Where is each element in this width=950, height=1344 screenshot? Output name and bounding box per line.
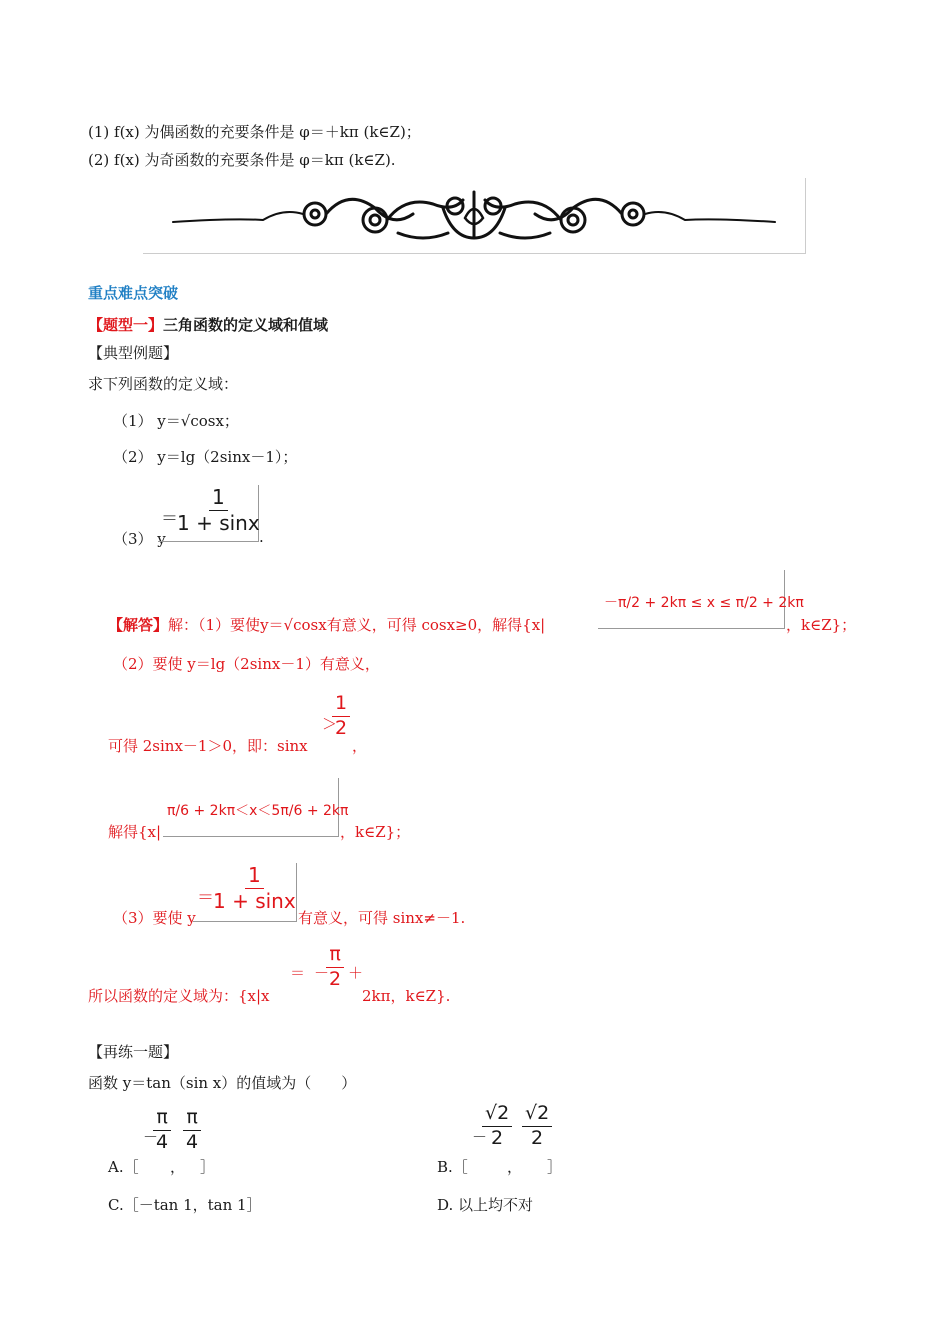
solution-p6-lead: 所以函数的定义域为：{x|x [88,987,270,1005]
intro-line-1: (1) f(x) 为偶函数的充要条件是 φ＝＋kπ (k∈Z)； [88,123,421,141]
option-a-minus: － [143,1128,159,1146]
option-a-close: ］ [200,1158,216,1176]
option-a-den-2: 4 [186,1130,199,1153]
option-b-comma: ， [507,1158,523,1176]
example-label: 【典型例题】 [88,344,179,362]
solution-p3-denominator: 2 [335,716,348,739]
item-2: （2） y＝lg（2sinx－1）； [113,448,298,466]
solution-p5-fraction [210,865,299,912]
option-b-fraction-1 [482,1104,512,1149]
item-3-period: . [259,528,264,546]
practice-question: 函数 y＝tan（sin x）的值域为（ ） [88,1074,357,1092]
type-title: 三角函数的定义域和值域 [163,316,329,334]
solution-p3-lead: 可得 2sinx－1＞0，即：sinx [108,737,308,755]
solution-p6-denominator: 2 [329,967,342,990]
ornament-divider [143,178,806,254]
practice-label: 【再练一题】 [88,1043,179,1061]
solution-p1-mid: 有意义，可得 cosx≥0，解得{x| [326,616,546,634]
solution-line-2: （2）要使 y＝lg（2sinx－1）有意义， [113,655,380,673]
type-heading [88,314,328,335]
solution-p1-set: －π/2 + 2kπ ≤ x ≤ π/2 + 2kπ [604,595,804,611]
solution-p6-fraction [326,945,344,990]
solution-p3-gt: ＞ [322,715,338,733]
solution-p6-numerator: π [326,945,343,968]
option-a-label[interactable]: A.［ [108,1158,139,1176]
solution-p6-minus: － [314,964,330,982]
solution-p3-fraction [332,694,350,739]
option-a-num-1: π [153,1108,170,1131]
option-a-den-1: 4 [156,1130,169,1153]
solution-p5-tail: 有意义，可得 sinx≠－1. [298,909,466,927]
solution-p3-tail: ， [352,737,368,755]
solution-line-1 [108,614,545,635]
option-a-comma: ， [170,1158,186,1176]
option-b-den-2: 2 [531,1126,544,1149]
question-text: 求下列函数的定义域： [88,375,239,393]
solution-p1-lead: 解：（1）要使 [168,616,261,634]
option-a-num-2: π [183,1108,200,1131]
solution-p1-set-box [598,570,804,629]
solution-p4-tail: ，k∈Z}； [340,823,411,841]
option-b-minus: － [472,1128,488,1146]
solution-p5-eq: ＝ [197,888,214,908]
solution-p3-numerator: 1 [332,694,350,717]
item-3-eq: ＝ [161,509,178,529]
ornament-icon [143,178,805,253]
option-a-fraction-1 [153,1108,171,1153]
option-b-label[interactable]: B.［ [437,1158,468,1176]
solution-p5-denominator: 1 + sinx [213,889,296,913]
solution-label: 【解答】 [108,616,169,634]
solution-p6-eq: ＝ [290,964,306,982]
solution-p1-tail: ，k∈Z}； [786,616,857,634]
item-1: （1） y＝√cosx； [113,412,239,430]
type-label: 【题型一】 [88,316,164,334]
intro-line-2: (2) f(x) 为奇函数的充要条件是 φ＝kπ (k∈Z). [88,151,396,169]
solution-p4-set: π/6 + 2kπ＜x＜5π/6 + 2kπ [167,803,349,819]
item-3-denominator: 1 + sinx [177,511,260,535]
item-3-fraction [174,487,263,534]
item-3-formula-box [158,485,259,542]
solution-p5-lead: （3）要使 y [113,909,196,927]
solution-p5-numerator: 1 [245,865,264,889]
solution-p1-func: y＝√cosx [260,616,327,634]
solution-p4-lead: 解得{x| [108,823,162,841]
option-b-num-2: √2 [522,1104,552,1127]
section-heading: 重点难点突破 [88,284,179,302]
item-3-prefix: （3） y [113,530,166,548]
solution-p4-set-box [163,778,349,837]
option-b-den-1: 2 [491,1126,504,1149]
option-c[interactable]: C.［－tan 1，tan 1］ [108,1196,262,1214]
option-b-num-1: √2 [482,1104,512,1127]
option-d[interactable]: D. 以上均不对 [437,1196,534,1214]
solution-p6-tail: 2kπ，k∈Z}. [362,987,451,1005]
option-b-close: ］ [547,1158,563,1176]
solution-p6-plus: ＋ [348,964,364,982]
solution-p5-formula-box [193,863,297,922]
option-b-fraction-2 [522,1104,552,1149]
item-3-numerator: 1 [209,487,228,511]
option-a-fraction-2 [183,1108,201,1153]
